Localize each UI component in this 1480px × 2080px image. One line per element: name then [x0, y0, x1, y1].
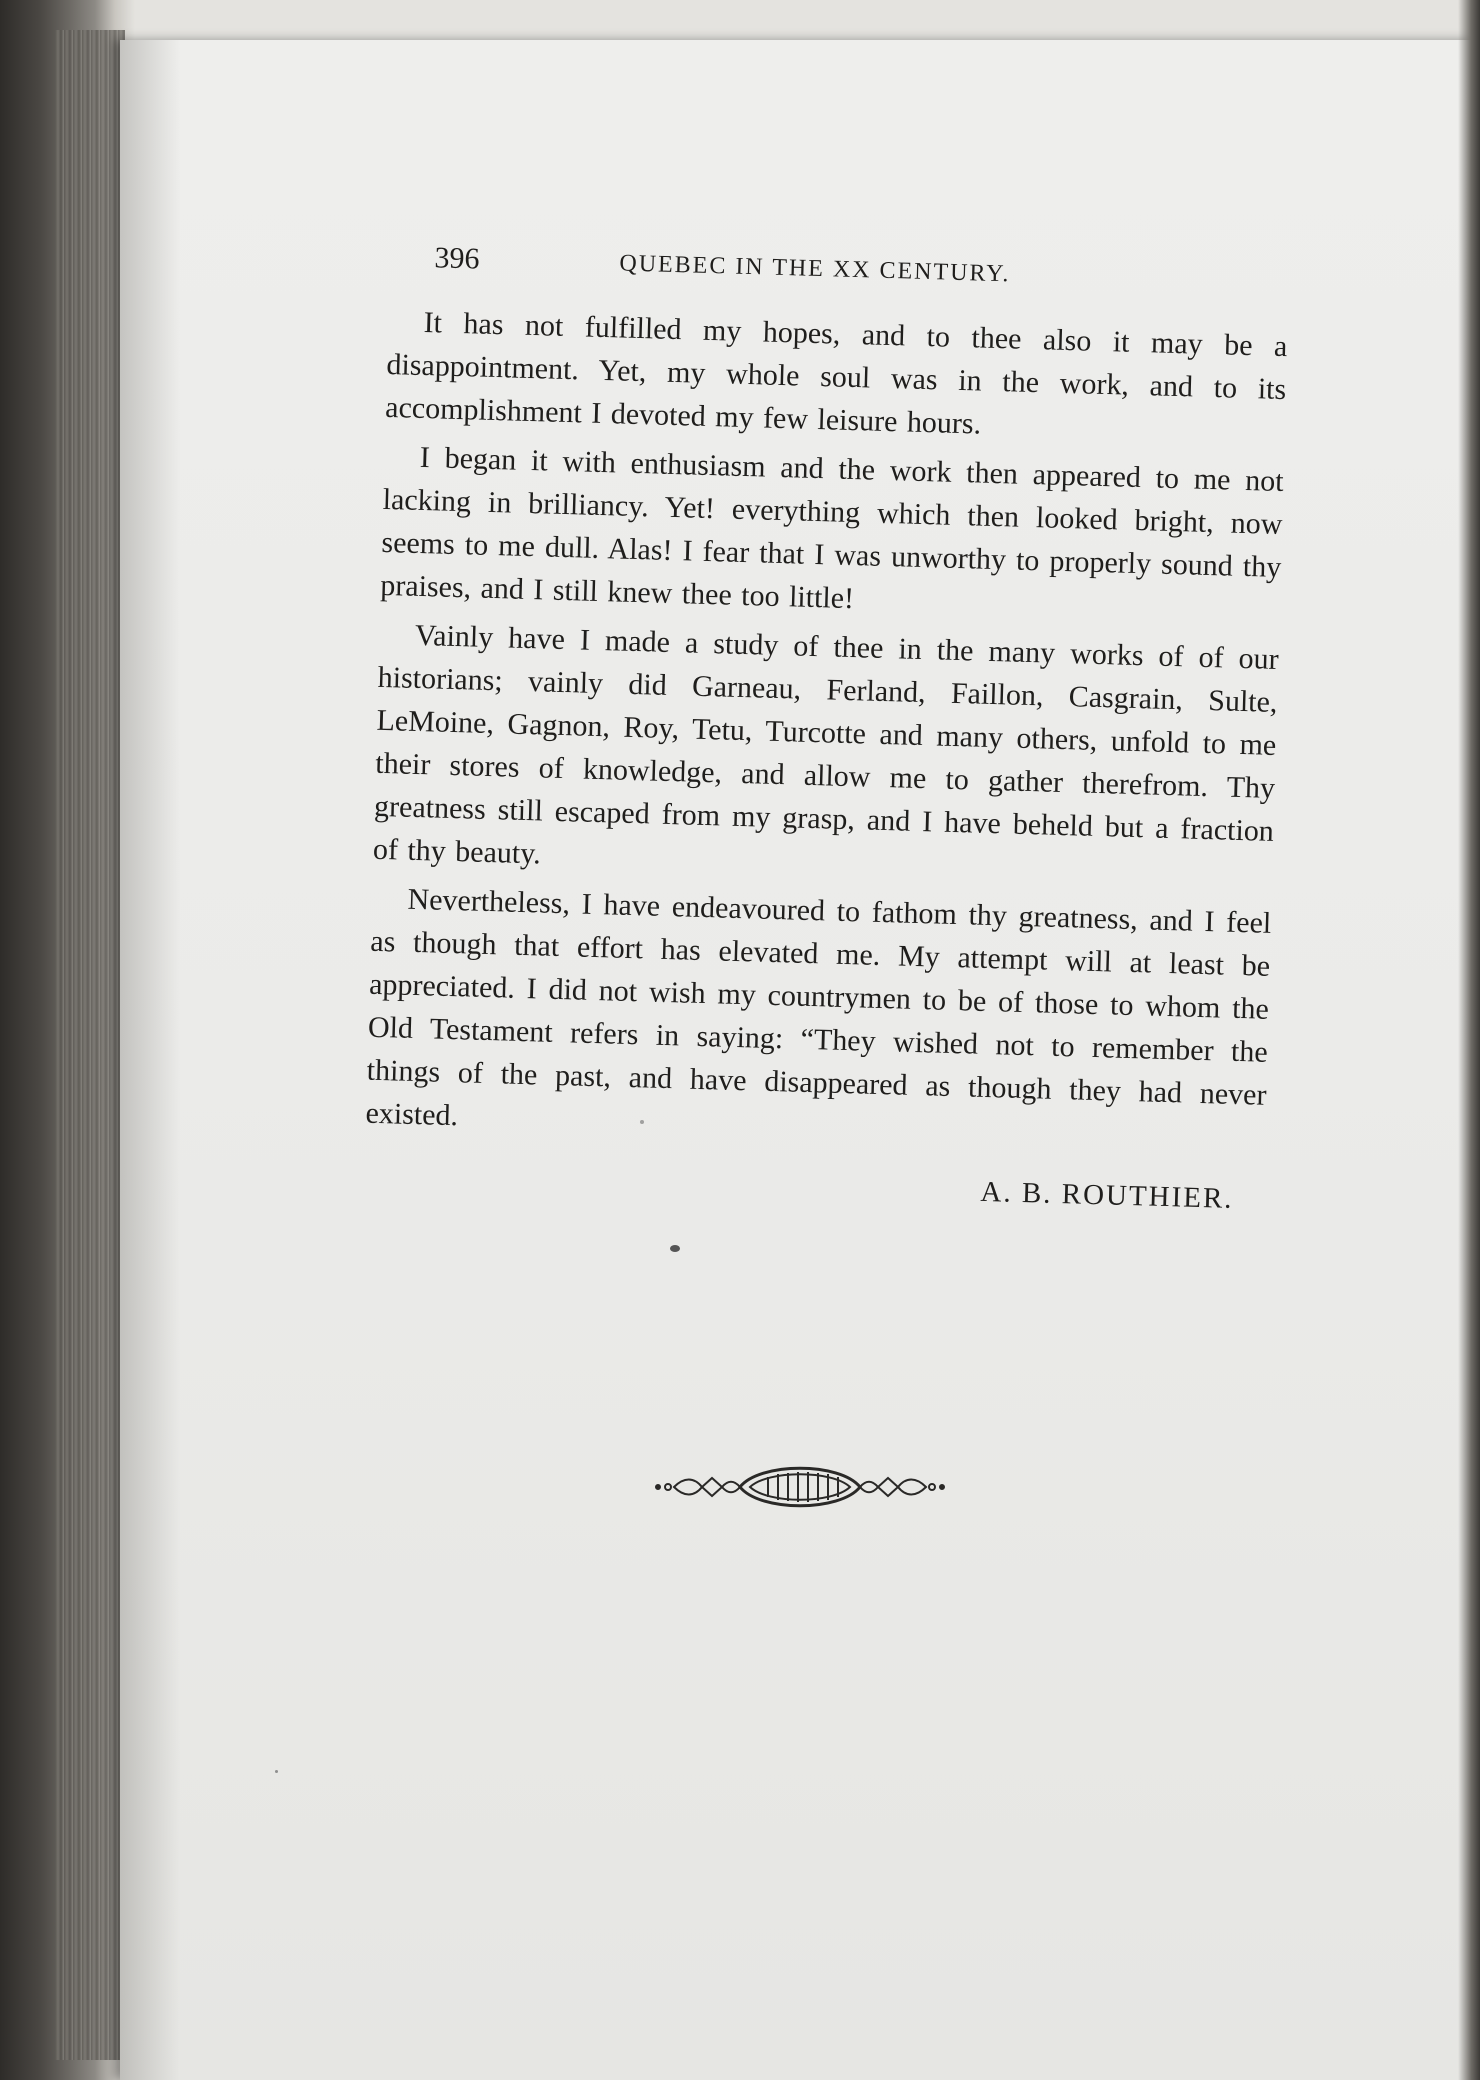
ink-speck [275, 1770, 278, 1773]
paragraph-2: I began it with enthusiasm and the work then appeared to me not lacking in brilliancy. Yet! everything which then looked bright, now seems to me dull. Alas! I fear that I was unworthy to properly sound thy praises, and I still knew thee too little! [379, 440, 1285, 616]
page-right-shadow [1458, 0, 1480, 2080]
paragraph-3: Vainly have I made a study of thee in the many works of of our historians; vainly did Garneau, Ferland, Faillon, Casgrain, Sulte, LeMoine, Gagnon, Roy, Tetu, Turcotte and many others, unfold to me their stores of knowledge, and allow me to gather therefrom. Thy greatness still escaped from my grasp, and I have beheld but a fraction of thy beauty. [372, 618, 1280, 871]
text-block [363, 240, 1289, 1217]
decorative-tailpiece-icon [650, 1452, 950, 1522]
book-page-edges [55, 30, 125, 2060]
paragraph-4: Nevertheless, I have endeavoured to fathom thy greatness, and I feel as though that effort has elevated me. My attempt will at least be appreciated. I did not wish my countrymen to be of those to whom the Old Testament refers in saying: “They wished not to remember the things of the past, and have disappeared as though they had never existed. [365, 882, 1272, 1133]
paragraph-1: It has not fulfilled my hopes, and to thee also it may be a disappointment. Yet, my whole soul was in the work, and to its accomplishment I devoted my few leisure hours. [384, 305, 1288, 441]
signature-text: A. B. ROUTHIER. [980, 1175, 1235, 1215]
running-head: QUEBEC IN THE XX CENTURY. [619, 250, 1011, 288]
page-number: 396 [434, 241, 480, 276]
ink-speck [670, 1245, 680, 1252]
ink-speck [640, 1120, 644, 1124]
